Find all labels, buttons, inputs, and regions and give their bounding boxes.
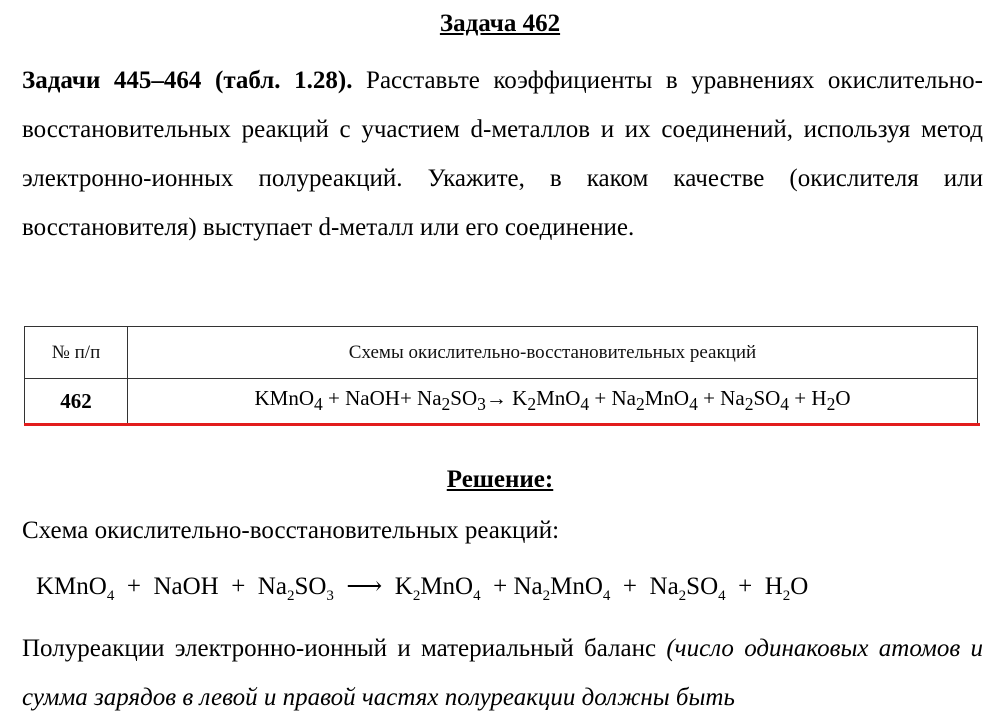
reaction-equation: [36, 571, 976, 605]
table-reaction-part: 2: [527, 394, 537, 415]
equation-part: SO: [294, 573, 327, 600]
row-number: 462: [25, 379, 128, 424]
page-title: Задача 462: [439, 10, 561, 37]
scheme-label: Схема окислительно-восстановительных реакций:: [22, 517, 560, 544]
header-number: № п/п: [25, 327, 128, 379]
table-reaction-part: SO: [753, 386, 781, 411]
equation-part: + H: [725, 573, 783, 600]
task-reference: Задачи 445–464 (табл. 1.28).: [22, 67, 353, 94]
row-reaction: [128, 379, 978, 424]
equation-part: 3: [326, 588, 334, 604]
equation-part: 4: [602, 588, 611, 604]
half-reactions-plain: Полуреакции электронно-ионный и материальный баланс: [22, 635, 667, 662]
table-header-row: [25, 327, 978, 379]
table-reaction-part: 4: [689, 394, 698, 415]
table-reaction-part: O: [835, 386, 851, 411]
equation-part: + Na: [610, 573, 679, 600]
table-row: [25, 379, 978, 424]
table-reaction-part: MnO: [644, 386, 690, 411]
reaction-table: [24, 326, 978, 424]
table-reaction-part: SO: [450, 386, 478, 411]
table-reaction-part: MnO: [536, 386, 581, 411]
equation-part: ⟶ K: [333, 573, 413, 600]
table-reaction-part: + Na: [697, 386, 745, 411]
table-reaction-part: + H: [789, 386, 827, 411]
header-scheme: Схемы окислительно-восстановительных реакций: [128, 327, 978, 379]
table-reaction-part: 4: [780, 394, 790, 415]
equation-part: KMnO: [36, 573, 107, 600]
table-reaction-part: KMnO: [254, 386, 315, 411]
accent-underline: [24, 423, 980, 426]
table-reaction-part: 4: [580, 394, 590, 415]
table-reaction-part: + Na: [589, 386, 636, 411]
equation-part: 4: [473, 588, 481, 604]
half-reactions-italic: (число одинаковых атомов и сумма зарядов в левой и правой частях полуреакции должны быть: [22, 635, 983, 711]
equation-part: O: [790, 573, 809, 600]
equation-part: MnO: [550, 573, 603, 600]
solution-heading: Решение:: [446, 466, 554, 493]
table-reaction-part: 2: [636, 394, 645, 415]
equation-part: 2: [782, 588, 791, 604]
equation-part: 2: [412, 588, 421, 604]
equation-part: 4: [106, 588, 115, 604]
table-reaction-part: 2: [826, 394, 836, 415]
task-description: [22, 56, 983, 252]
equation-part: + Na: [480, 573, 543, 600]
equation-part: MnO: [420, 573, 474, 600]
equation-part: 2: [542, 588, 551, 604]
half-reactions-text: [22, 624, 983, 722]
equation-part: 4: [718, 588, 726, 604]
task-text: Расставьте коэффициенты в уравнениях окислительно-восстановительных реакций с участием d-металлов и их соединений, используя метод электронно-ионных полуреакций. Укажите, в каком качестве (окислителя или восстановителя) выступает d-металл или его соединение.: [22, 67, 983, 241]
table-reaction-part: 2: [744, 394, 754, 415]
table-reaction-part: 2: [441, 394, 451, 415]
equation-part: + NaOH + Na: [114, 573, 287, 600]
table-reaction-part: → K: [485, 386, 528, 411]
equation-part: SO: [686, 573, 719, 600]
table-reaction-part: 3: [477, 394, 486, 415]
table-reaction-part: + NaOH+ Na: [322, 386, 442, 411]
equation-part: 2: [678, 588, 687, 604]
table-reaction-part: 4: [314, 394, 323, 415]
equation-part: 2: [286, 588, 295, 604]
